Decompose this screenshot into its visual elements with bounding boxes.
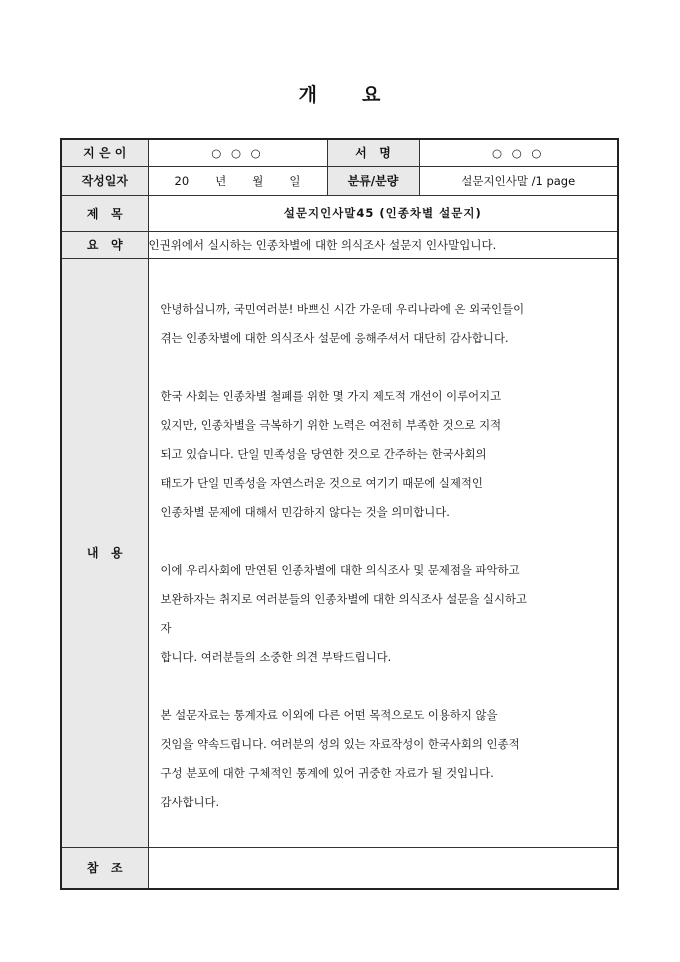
summary-row xyxy=(61,231,618,258)
content-line: 본 설문자료는 통계자료 이외에 다른 어떤 목적으로도 이용하지 않을 xyxy=(160,707,498,722)
content-line: 이에 우리사회에 만연된 인종차별에 대한 의식조사 및 문제점을 파악하고 xyxy=(160,562,520,577)
content-paragraph xyxy=(161,701,604,817)
reference-label: 참 조 xyxy=(61,847,148,889)
signature-label: 서 명 xyxy=(327,139,419,166)
content-line: 자 xyxy=(160,620,172,635)
content-line: 것임을 약속드립니다. 여러분의 성의 있는 자료작성이 한국사회의 인종적 xyxy=(160,736,520,751)
content-body xyxy=(148,258,618,847)
reference-value xyxy=(148,847,618,889)
summary-label: 요 약 xyxy=(61,231,148,258)
category-label: 분류/분량 xyxy=(327,166,419,195)
content-line: 합니다. 여러분들의 소중한 의견 부탁드립니다. xyxy=(160,649,392,664)
author-value: ○ ○ ○ xyxy=(148,139,327,166)
signature-value: ○ ○ ○ xyxy=(419,139,618,166)
content-line: 태도가 단일 민족성을 자연스러운 것으로 여기기 때문에 실제적인 xyxy=(160,475,483,490)
category-value: 설문지인사말 /1 page xyxy=(419,166,618,195)
content-row xyxy=(61,258,618,847)
content-line: 있지만, 인종차별을 극복하기 위한 노력은 여전히 부족한 것으로 지적 xyxy=(160,417,502,432)
content-line: 보완하자는 취지로 여러분들의 인종차별에 대한 의식조사 설문을 실시하고 xyxy=(160,591,527,606)
summary-table xyxy=(60,138,619,890)
subject-label: 제 목 xyxy=(61,195,148,231)
content-line: 안녕하십니까, 국민여러분! 바쁘신 시간 가운데 우리나라에 온 외국인들이 xyxy=(160,301,525,316)
content-line: 되고 있습니다. 단일 민족성을 당연한 것으로 간주하는 한국사회의 xyxy=(160,446,487,461)
date-year: 20 xyxy=(174,173,190,188)
summary-value: 인권위에서 실시하는 인종차별에 대한 의식조사 설문지 인사말입니다. xyxy=(148,231,618,258)
page-title xyxy=(0,80,680,107)
date-value xyxy=(148,166,327,195)
date-label: 작성일자 xyxy=(61,166,148,195)
reference-row xyxy=(61,847,618,889)
subject-value: 설문지인사말45 (인종차별 설문지) xyxy=(148,195,618,231)
content-line: 감사합니다. xyxy=(160,794,220,809)
content-paragraph xyxy=(161,382,604,527)
date-month-unit: 월 xyxy=(252,173,264,188)
content-label: 내 용 xyxy=(61,258,148,847)
page-title-part: 요 xyxy=(362,84,382,106)
subject-row xyxy=(61,195,618,231)
author-row xyxy=(61,139,618,166)
author-label: 지 은 이 xyxy=(61,139,148,166)
content-paragraph xyxy=(161,295,604,353)
date-year-unit: 년 xyxy=(215,173,227,188)
content-line: 인종차별 문제에 대해서 민감하지 않다는 것을 의미합니다. xyxy=(160,504,450,519)
date-day-unit: 일 xyxy=(289,173,301,188)
content-line: 겪는 인종차별에 대한 의식조사 설문에 응해주셔서 대단히 감사합니다. xyxy=(160,330,509,345)
date-row xyxy=(61,166,618,195)
content-line: 한국 사회는 인종차별 철폐를 위한 몇 가지 제도적 개선이 이루어지고 xyxy=(160,388,502,403)
content-paragraph xyxy=(161,556,604,672)
page-title-part: 개 xyxy=(298,84,318,106)
content-line: 구성 분포에 대한 구체적인 통계에 있어 귀중한 자료가 될 것입니다. xyxy=(160,765,494,780)
